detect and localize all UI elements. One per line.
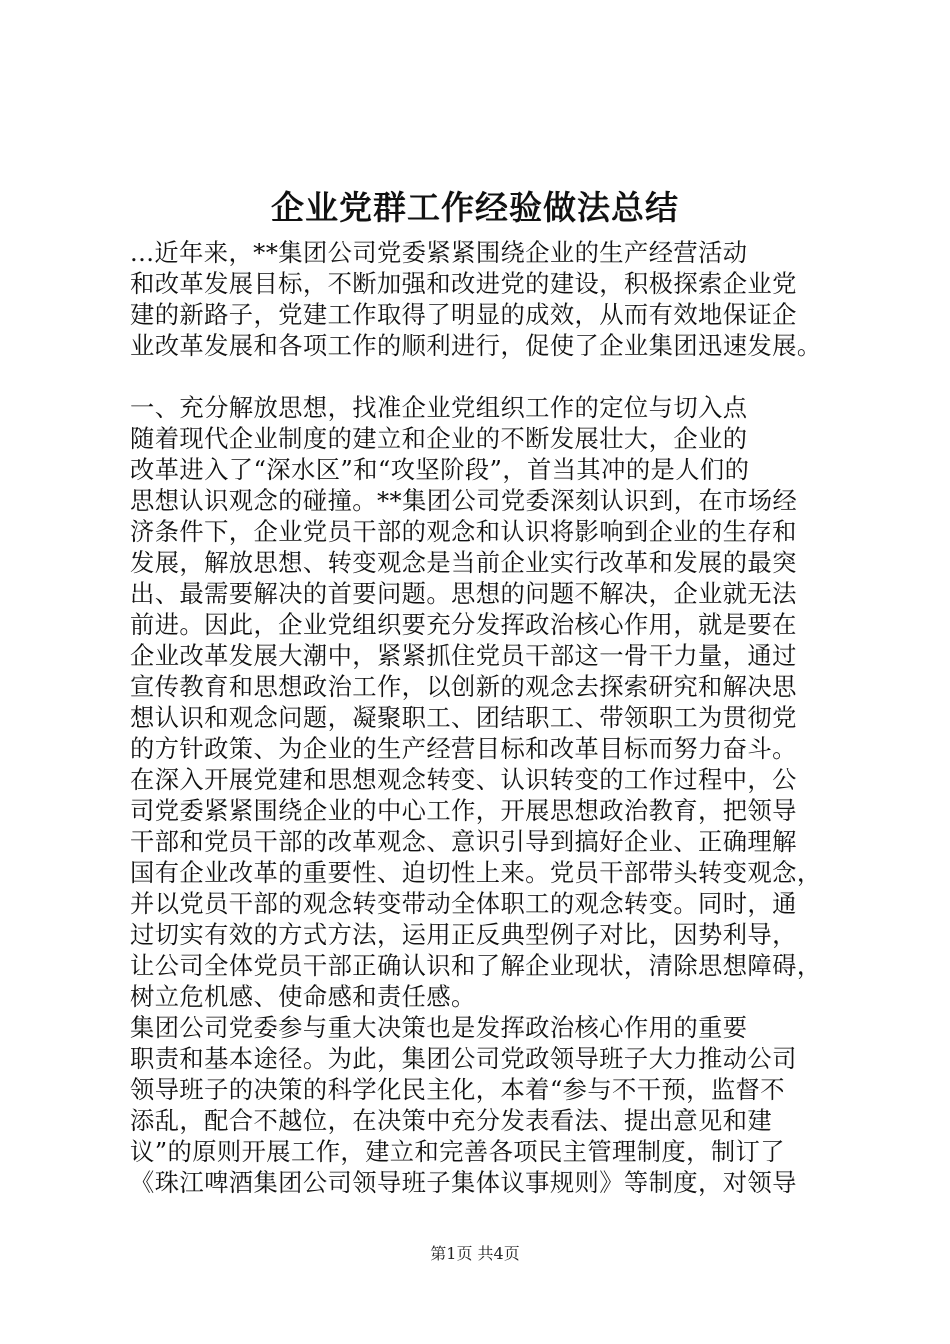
body-line: 济条件下，企业党员干部的观念和认识将影响到企业的生存和 — [130, 517, 797, 546]
body-line: 改革进入了“深水区”和“攻坚阶段”，首当其冲的是人们的 — [130, 455, 750, 484]
body-line: 集团公司党委参与重大决策也是发挥政治核心作用的重要 — [130, 1013, 748, 1042]
body-line: 前进。因此，企业党组织要充分发挥政治核心作用，就是要在 — [130, 610, 797, 639]
body-line: 国有企业改革的重要性、迫切性上来。党员干部带头转变观念， — [130, 858, 822, 887]
body-line: 思想认识观念的碰撞。**集团公司党委深刻认识到，在市场经 — [130, 486, 798, 515]
section-heading: 一、充分解放思想，找准企业党组织工作的定位与切入点 — [130, 393, 748, 422]
body-line: 随着现代企业制度的建立和企业的不断发展壮大，企业的 — [130, 424, 748, 453]
body-line: 过切实有效的方式方法，运用正反典型例子对比，因势利导， — [130, 920, 797, 949]
body-line: 业改革发展和各项工作的顺利进行，促使了企业集团迅速发展。 — [130, 331, 822, 360]
body-line: 出、最需要解决的首要问题。思想的问题不解决，企业就无法 — [130, 579, 797, 608]
body-line: 职责和基本途径。为此，集团公司党政领导班子大力推动公司 — [130, 1044, 797, 1073]
body-line: 司党委紧紧围绕企业的中心工作，开展思想政治教育，把领导 — [130, 796, 797, 825]
document-title: 企业党群工作经验做法总结 — [271, 188, 679, 227]
body-line: 和改革发展目标，不断加强和改进党的建设，积极探索企业党 — [130, 269, 797, 298]
body-line: 建的新路子，党建工作取得了明显的成效，从而有效地保证企 — [130, 300, 797, 329]
body-line: 在深入开展党建和思想观念转变、认识转变的工作过程中，公 — [130, 765, 797, 794]
body-line: 发展，解放思想、转变观念是当前企业实行改革和发展的最突 — [130, 548, 797, 577]
body-line: 干部和党员干部的改革观念、意识引导到搞好企业、正确理解 — [130, 827, 797, 856]
body-line: 领导班子的决策的科学化民主化，本着“参与不干预，监督不 — [130, 1075, 785, 1104]
body-line: 的方针政策、为企业的生产经营目标和改革目标而努力奋斗。 — [130, 734, 797, 763]
body-line: 树立危机感、使命感和责任感。 — [130, 982, 476, 1011]
body-line: 让公司全体党员干部正确认识和了解企业现状，清除思想障碍， — [130, 951, 822, 980]
body-line: 并以党员干部的观念转变带动全体职工的观念转变。同时，通 — [130, 889, 797, 918]
body-line: 议”的原则开展工作，建立和完善各项民主管理制度，制订了 — [130, 1137, 785, 1166]
body-line: 企业改革发展大潮中，紧紧抓住党员干部这一骨干力量，通过 — [130, 641, 797, 670]
body-line: 《珠江啤酒集团公司领导班子集体议事规则》等制度，对领导 — [130, 1168, 797, 1197]
body-line: 宣传教育和思想政治工作，以创新的观念去探索研究和解决思 — [130, 672, 797, 701]
page-footer: 第1页 共4页 — [430, 1244, 520, 1263]
body-line: ...近年来，**集团公司党委紧紧围绕企业的生产经营活动 — [130, 238, 748, 267]
body-line: 想认识和观念问题，凝聚职工、团结职工、带领职工为贯彻党 — [130, 703, 797, 732]
body-line: 添乱，配合不越位，在决策中充分发表看法、提出意见和建 — [130, 1106, 773, 1135]
